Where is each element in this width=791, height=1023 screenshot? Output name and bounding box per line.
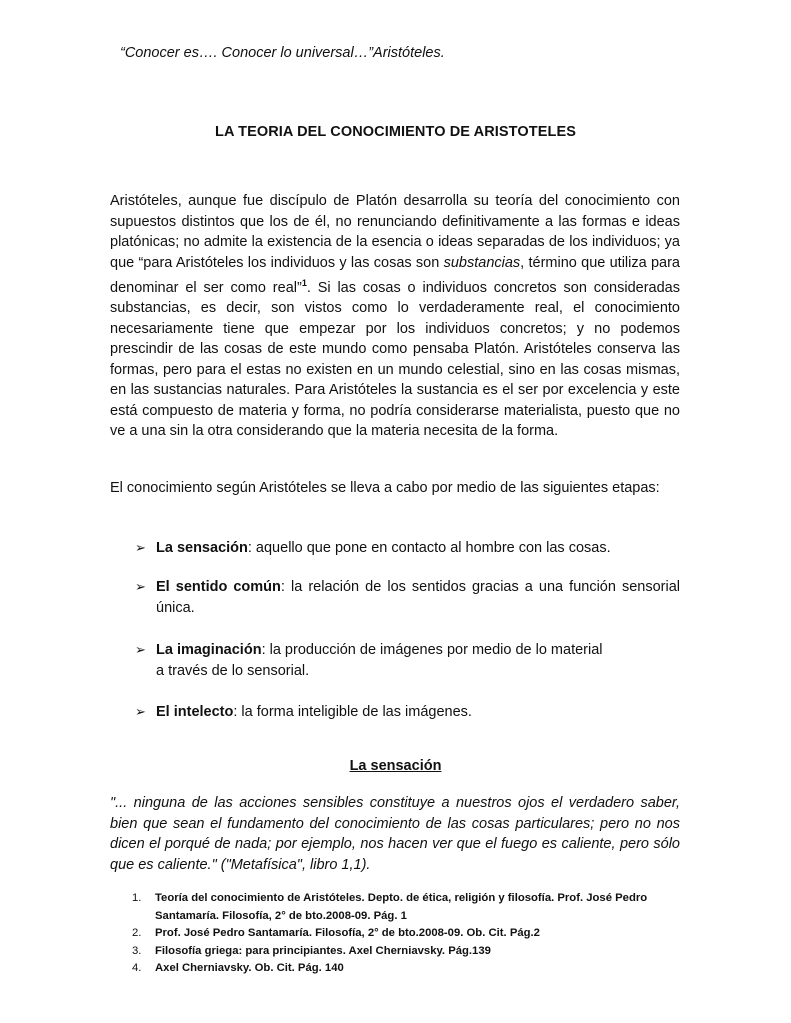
intro-text-1: Aristóteles, aunque fue discípulo de Platón desarrolla su teoría del conocimiento con supuestos distintos que los de él, no renunciando definitivamente a las formas e ideas platónicas; no admite la existencia de la esencia o ideas separadas de los individuos; ya que “para Aristóteles los individuos y las cosas son [110, 193, 680, 271]
footnote-item [132, 960, 692, 978]
stage-item [135, 538, 680, 559]
footnote-number: 1. [132, 892, 142, 904]
footnote-title: Teoría del conocimiento de Aristóteles [155, 892, 362, 904]
intro-italic-term: substancias [443, 254, 521, 271]
stage-desc: : aquello que pone en contacto al hombre con las cosas. [247, 540, 611, 556]
section-heading: La sensación [349, 758, 442, 774]
stage-desc: : la producción de imágenes por medio de lo material [261, 642, 603, 658]
epigraph: “Conocer es…. Conocer lo universal…”Aristóteles. [120, 45, 445, 61]
arrow-bullet-icon: ➢ [135, 704, 146, 719]
footnote-item [132, 890, 692, 925]
stage-item [135, 640, 680, 681]
stage-term: El sentido común [156, 579, 281, 595]
arrow-bullet-icon: ➢ [135, 540, 146, 555]
stage-term: El intelecto [156, 704, 234, 720]
page-title: LA TEORIA DEL CONOCIMIENTO DE ARISTOTELES [215, 124, 576, 140]
footnote-text: Axel Cherniavsky. Ob. Cit. Pág. 140 [155, 962, 344, 974]
footnote-number: 2. [132, 927, 142, 939]
stage-desc: : la forma inteligible de las imágenes. [233, 704, 472, 720]
footnote-number: 4. [132, 962, 142, 974]
arrow-bullet-icon: ➢ [135, 642, 146, 657]
stage-item [135, 702, 680, 723]
stage-desc: : la relación de los sentidos gracias a una función sensorial única. [156, 579, 681, 616]
arrow-bullet-icon: ➢ [135, 579, 146, 594]
intro-paragraph [110, 191, 680, 442]
intro-text-3: . Si las cosas o individuos concretos son consideradas substancias, es decir, son vistos como lo verdaderamente real, el conocimiento necesariamente tiene que empezar por los individuos concretos; y no podemos prescindir de las cosas de este mundo como pensaba Platón. Aristóteles conserva las formas, pero para el estas no existen en un mundo celestial, sino en las cosas mismas, en las sustancias naturales. Para Aristóteles la sustancia es el ser por excelencia y este está compuesto de materia y forma, no podría considerarse materialista, puesto que no ve a una sin la otra considerando que la materia necesita de la forma. [110, 279, 680, 440]
footnote-item [132, 943, 692, 961]
footnote-text: . Axel Cherniavsky. Pág.139 [342, 944, 491, 957]
stages-intro-paragraph: El conocimiento según Aristóteles se lleva a cabo por medio de las siguientes etapas: [110, 480, 660, 496]
footnote-title: Filosofía griega: para principiantes [155, 944, 343, 957]
footnote-text: Prof. José Pedro Santamaría. Filosofía, 2° de bto.2008-09. Ob. Cit. Pág.2 [155, 927, 540, 939]
stage-term: La sensación [156, 540, 248, 556]
stage-term: La imaginación [156, 642, 262, 658]
footnote-ref-1: 1 [301, 278, 307, 288]
footnote-number: 3. [132, 944, 142, 957]
stage-item [135, 577, 680, 618]
stage-desc-cont: a través de lo sensorial. [156, 662, 310, 679]
footnote-text: . Depto. de ética, religión y filosofía. Prof. José Pedro Santamaría. Filosofía, 2° de bto.2008-09. Pág. 1 [155, 892, 648, 922]
footnotes-list [132, 890, 692, 978]
aristotle-quote: "... ninguna de las acciones sensibles constituye a nuestros ojos el verdadero saber, bien que sean el fundamento del conocimiento de las cosas particulares; pero no nos dicen el porqué de nada; por ejemplo, nos hacen ver que el fuego es caliente, pero sólo que es caliente." ("Metafísica", libro 1,1). [110, 795, 680, 873]
footnote-item [132, 925, 692, 943]
intro-text-2: , término que utiliza para denominar el ser como real” [110, 254, 680, 296]
